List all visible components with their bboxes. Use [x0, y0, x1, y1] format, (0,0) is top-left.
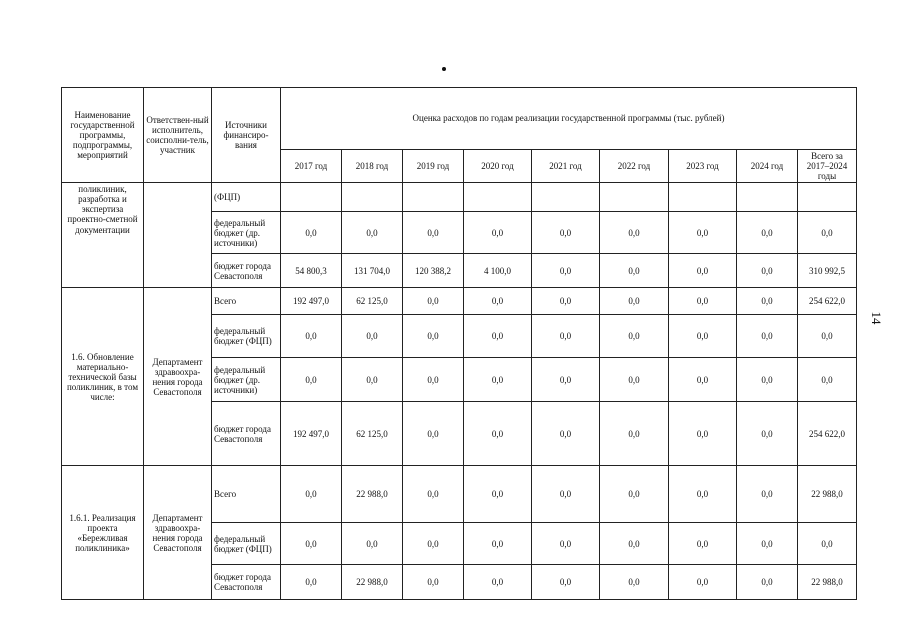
source-cell: федеральный бюджет (ФЦП): [212, 315, 281, 358]
value-cell: 0,0: [737, 315, 798, 358]
value-cell: 0,0: [532, 254, 600, 288]
source-cell: Всего: [212, 288, 281, 315]
value-cell: 0,0: [464, 288, 532, 315]
value-cell: 0,0: [600, 254, 669, 288]
value-cell: 0,0: [798, 212, 857, 254]
value-cell: [403, 183, 464, 212]
header-year: 2024 год: [737, 150, 798, 183]
value-cell: 0,0: [532, 523, 600, 565]
value-cell: 0,0: [464, 466, 532, 523]
value-cell: 54 800,3: [281, 254, 342, 288]
value-cell: 0,0: [669, 288, 737, 315]
page-number: 14: [869, 311, 884, 325]
value-cell: 0,0: [532, 402, 600, 466]
source-cell: федеральный бюджет (др. источники): [212, 358, 281, 402]
value-cell: 0,0: [464, 565, 532, 600]
header-estimate: Оценка расходов по годам реализации государственной программы (тыс. рублей): [281, 88, 857, 150]
header-name: Наименование государственной программы, подпрограммы, мероприятий: [62, 88, 144, 183]
budget-table: [61, 87, 857, 600]
row-name: 1.6.1. Реализация проекта «Бережливая поликлиника»: [62, 466, 144, 600]
value-cell: 0,0: [737, 523, 798, 565]
row-responsible: Департамент здравоохра-нения города Севастополя: [144, 288, 212, 466]
value-cell: 0,0: [737, 288, 798, 315]
value-cell: 0,0: [342, 212, 403, 254]
table-row: [62, 183, 857, 212]
value-cell: [342, 183, 403, 212]
value-cell: 0,0: [532, 466, 600, 523]
value-cell: 0,0: [600, 565, 669, 600]
header-year: 2019 год: [403, 150, 464, 183]
value-cell: 0,0: [403, 565, 464, 600]
value-cell: 0,0: [403, 358, 464, 402]
value-cell: 0,0: [464, 212, 532, 254]
value-cell: 0,0: [600, 358, 669, 402]
value-cell: 0,0: [600, 523, 669, 565]
value-cell: 0,0: [600, 212, 669, 254]
value-cell: 0,0: [669, 466, 737, 523]
table-row: [62, 466, 857, 523]
value-cell: 0,0: [281, 466, 342, 523]
value-cell: 0,0: [532, 288, 600, 315]
value-cell: 0,0: [403, 523, 464, 565]
value-cell: 0,0: [669, 358, 737, 402]
source-cell: федеральный бюджет (др. источники): [212, 212, 281, 254]
value-cell: 0,0: [600, 466, 669, 523]
value-cell: 0,0: [403, 212, 464, 254]
value-cell: 62 125,0: [342, 288, 403, 315]
value-cell: 0,0: [600, 288, 669, 315]
value-cell: 0,0: [464, 523, 532, 565]
value-cell: 0,0: [737, 254, 798, 288]
row-name: поликлиник, разработка и экспертиза проектно-сметной документации: [62, 183, 144, 288]
value-cell: 0,0: [464, 358, 532, 402]
header-year: Всего за 2017–2024 годы: [798, 150, 857, 183]
value-cell: 0,0: [737, 358, 798, 402]
value-cell: 0,0: [532, 358, 600, 402]
value-cell: 0,0: [737, 212, 798, 254]
value-cell: 131 704,0: [342, 254, 403, 288]
page-dot-mark: [442, 67, 446, 71]
value-cell: 0,0: [669, 565, 737, 600]
value-cell: 22 988,0: [798, 565, 857, 600]
row-responsible: Департамент здравоохра-нения города Севастополя: [144, 466, 212, 600]
value-cell: 0,0: [403, 402, 464, 466]
value-cell: 0,0: [532, 212, 600, 254]
value-cell: 0,0: [403, 315, 464, 358]
source-cell: Всего: [212, 466, 281, 523]
header-year: 2021 год: [532, 150, 600, 183]
value-cell: 0,0: [403, 466, 464, 523]
value-cell: 22 988,0: [342, 565, 403, 600]
value-cell: 0,0: [737, 466, 798, 523]
value-cell: 0,0: [342, 523, 403, 565]
source-cell: бюджет города Севастополя: [212, 565, 281, 600]
value-cell: 0,0: [281, 315, 342, 358]
value-cell: [669, 183, 737, 212]
value-cell: 0,0: [798, 523, 857, 565]
value-cell: 0,0: [464, 315, 532, 358]
value-cell: 22 988,0: [342, 466, 403, 523]
header-year: 2022 год: [600, 150, 669, 183]
row-name: 1.6. Обновление материально-технической базы поликлиник, в том числе:: [62, 288, 144, 466]
header-year: 2018 год: [342, 150, 403, 183]
value-cell: 254 622,0: [798, 402, 857, 466]
value-cell: 0,0: [600, 402, 669, 466]
value-cell: 22 988,0: [798, 466, 857, 523]
value-cell: 62 125,0: [342, 402, 403, 466]
value-cell: 0,0: [669, 212, 737, 254]
value-cell: 0,0: [737, 565, 798, 600]
header-year: 2023 год: [669, 150, 737, 183]
value-cell: 0,0: [281, 565, 342, 600]
header-sources: Источники финансиро-вания: [212, 88, 281, 183]
value-cell: 0,0: [281, 212, 342, 254]
value-cell: 0,0: [403, 288, 464, 315]
value-cell: 0,0: [342, 315, 403, 358]
value-cell: 0,0: [798, 358, 857, 402]
value-cell: 0,0: [532, 565, 600, 600]
value-cell: 0,0: [669, 402, 737, 466]
source-cell: бюджет города Севастополя: [212, 254, 281, 288]
value-cell: 192 497,0: [281, 402, 342, 466]
value-cell: [464, 183, 532, 212]
value-cell: 120 388,2: [403, 254, 464, 288]
value-cell: 254 622,0: [798, 288, 857, 315]
value-cell: [281, 183, 342, 212]
value-cell: [737, 183, 798, 212]
value-cell: 0,0: [532, 315, 600, 358]
value-cell: 4 100,0: [464, 254, 532, 288]
value-cell: 0,0: [281, 358, 342, 402]
value-cell: 0,0: [669, 523, 737, 565]
table-row: [62, 288, 857, 315]
value-cell: [798, 183, 857, 212]
value-cell: 192 497,0: [281, 288, 342, 315]
value-cell: 310 992,5: [798, 254, 857, 288]
source-cell: (ФЦП): [212, 183, 281, 212]
value-cell: 0,0: [737, 402, 798, 466]
row-responsible: [144, 183, 212, 288]
value-cell: 0,0: [342, 358, 403, 402]
value-cell: 0,0: [669, 254, 737, 288]
value-cell: 0,0: [798, 315, 857, 358]
value-cell: 0,0: [281, 523, 342, 565]
source-cell: бюджет города Севастополя: [212, 402, 281, 466]
value-cell: [532, 183, 600, 212]
value-cell: [600, 183, 669, 212]
value-cell: 0,0: [600, 315, 669, 358]
header-year: 2020 год: [464, 150, 532, 183]
header-year: 2017 год: [281, 150, 342, 183]
header-responsible: Ответствен-ный исполнитель, соисполни-тель, участник: [144, 88, 212, 183]
value-cell: 0,0: [464, 402, 532, 466]
value-cell: 0,0: [669, 315, 737, 358]
source-cell: федеральный бюджет (ФЦП): [212, 523, 281, 565]
